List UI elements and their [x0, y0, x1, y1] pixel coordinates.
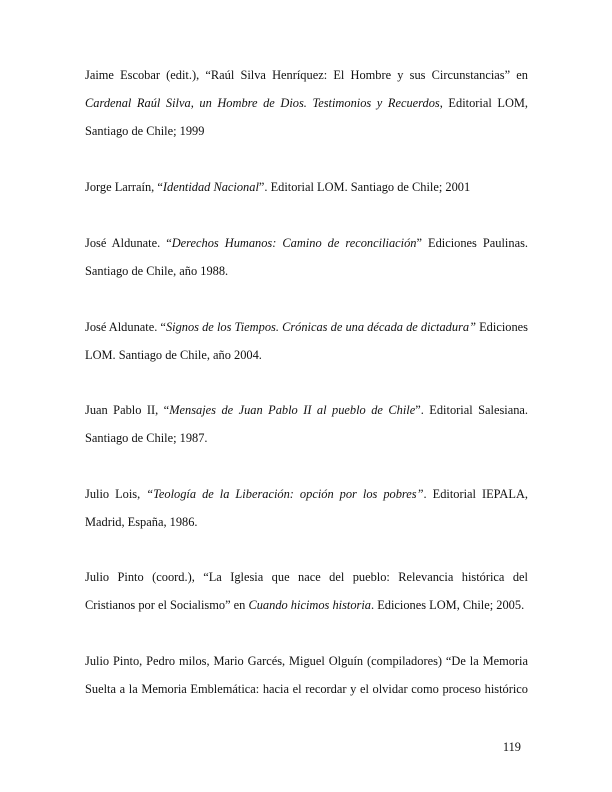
- entry-line: [85, 591, 528, 619]
- bibliography-entry: [85, 173, 528, 201]
- entry-line: [85, 257, 528, 285]
- entry-text: ”. Editorial LOM. Santiago de Chile; 2001: [258, 180, 471, 194]
- bibliography-entry: [85, 480, 528, 536]
- entry-title: Cardenal Raúl Silva, un Hombre de Dios. Testimonios y Recuerdos: [85, 96, 440, 110]
- entry-title: Mensajes de Juan Pablo II al pueblo de Chile: [169, 403, 416, 417]
- entry-text: Santiago de Chile, año 1988.: [85, 264, 229, 278]
- entry-text: José Aldunate. “: [85, 320, 166, 334]
- entry-text: Jorge Larraín, “: [85, 180, 163, 194]
- bibliography-entry: [85, 313, 528, 369]
- entry-text: Julio Pinto (coord.), “La Iglesia que nace del pueblo: Relevancia histórica del: [85, 570, 528, 584]
- entry-line: [85, 675, 528, 703]
- entry-text: Juan Pablo II, “: [85, 403, 170, 417]
- entry-title: Derechos Humanos: Camino de reconciliación: [171, 236, 417, 250]
- entry-title: Identidad Nacional: [162, 180, 259, 194]
- bibliography-entry: [85, 61, 528, 145]
- entry-text: , Editorial LOM,: [439, 96, 528, 110]
- entry-line: [85, 117, 528, 145]
- entry-line: [85, 508, 528, 536]
- entry-line: [85, 396, 528, 424]
- bibliography-entry: [85, 229, 528, 285]
- entry-line: [85, 229, 528, 257]
- entry-text: Suelta a la Memoria Emblemática: hacia el recordar y el olvidar como proceso histórico: [85, 682, 528, 696]
- entry-title: Signos de los Tiempos. Crónicas de una década de dictadura”: [165, 320, 476, 334]
- entry-line: [85, 563, 528, 591]
- entry-line: [85, 341, 528, 369]
- entry-line: [85, 61, 528, 89]
- entry-text: José Aldunate. “: [85, 236, 172, 250]
- entry-text: Ediciones: [475, 320, 528, 334]
- entry-text: Madrid, España, 1986.: [85, 515, 198, 529]
- entry-line: [85, 173, 528, 201]
- entry-line: [85, 424, 528, 452]
- entry-text: Cristianos por el Socialismo” en: [85, 598, 249, 612]
- bibliography-entry: [85, 396, 528, 452]
- entry-text: Julio Pinto, Pedro milos, Mario Garcés, Miguel Olguín (compiladores) “De la Memoria: [85, 654, 528, 668]
- entry-line: [85, 89, 528, 117]
- entry-text: LOM. Santiago de Chile, año 2004.: [85, 348, 262, 362]
- entry-line: [85, 313, 528, 341]
- entry-text: ” Ediciones Paulinas.: [416, 236, 528, 250]
- bibliography-entry: [85, 563, 528, 619]
- entry-text: Santiago de Chile; 1987.: [85, 431, 208, 445]
- entry-text: Santiago de Chile; 1999: [85, 124, 205, 138]
- entry-title: Cuando hicimos historia: [248, 598, 372, 612]
- entry-text: ”. Editorial Salesiana.: [415, 403, 528, 417]
- entry-title: “Teología de la Liberación: opción por los pobres”: [146, 487, 424, 501]
- entry-text: . Ediciones LOM, Chile; 2005.: [371, 598, 525, 612]
- entry-line: [85, 647, 528, 675]
- entry-text: . Editorial IEPALA,: [423, 487, 528, 501]
- entry-text: Jaime Escobar (edit.), “Raúl Silva Henríquez: El Hombre y sus Circunstancias” en: [85, 68, 528, 82]
- entry-line: [85, 480, 528, 508]
- entry-text: Julio Lois,: [85, 487, 147, 501]
- bibliography-entry: [85, 647, 528, 703]
- page-number: 119: [502, 740, 521, 754]
